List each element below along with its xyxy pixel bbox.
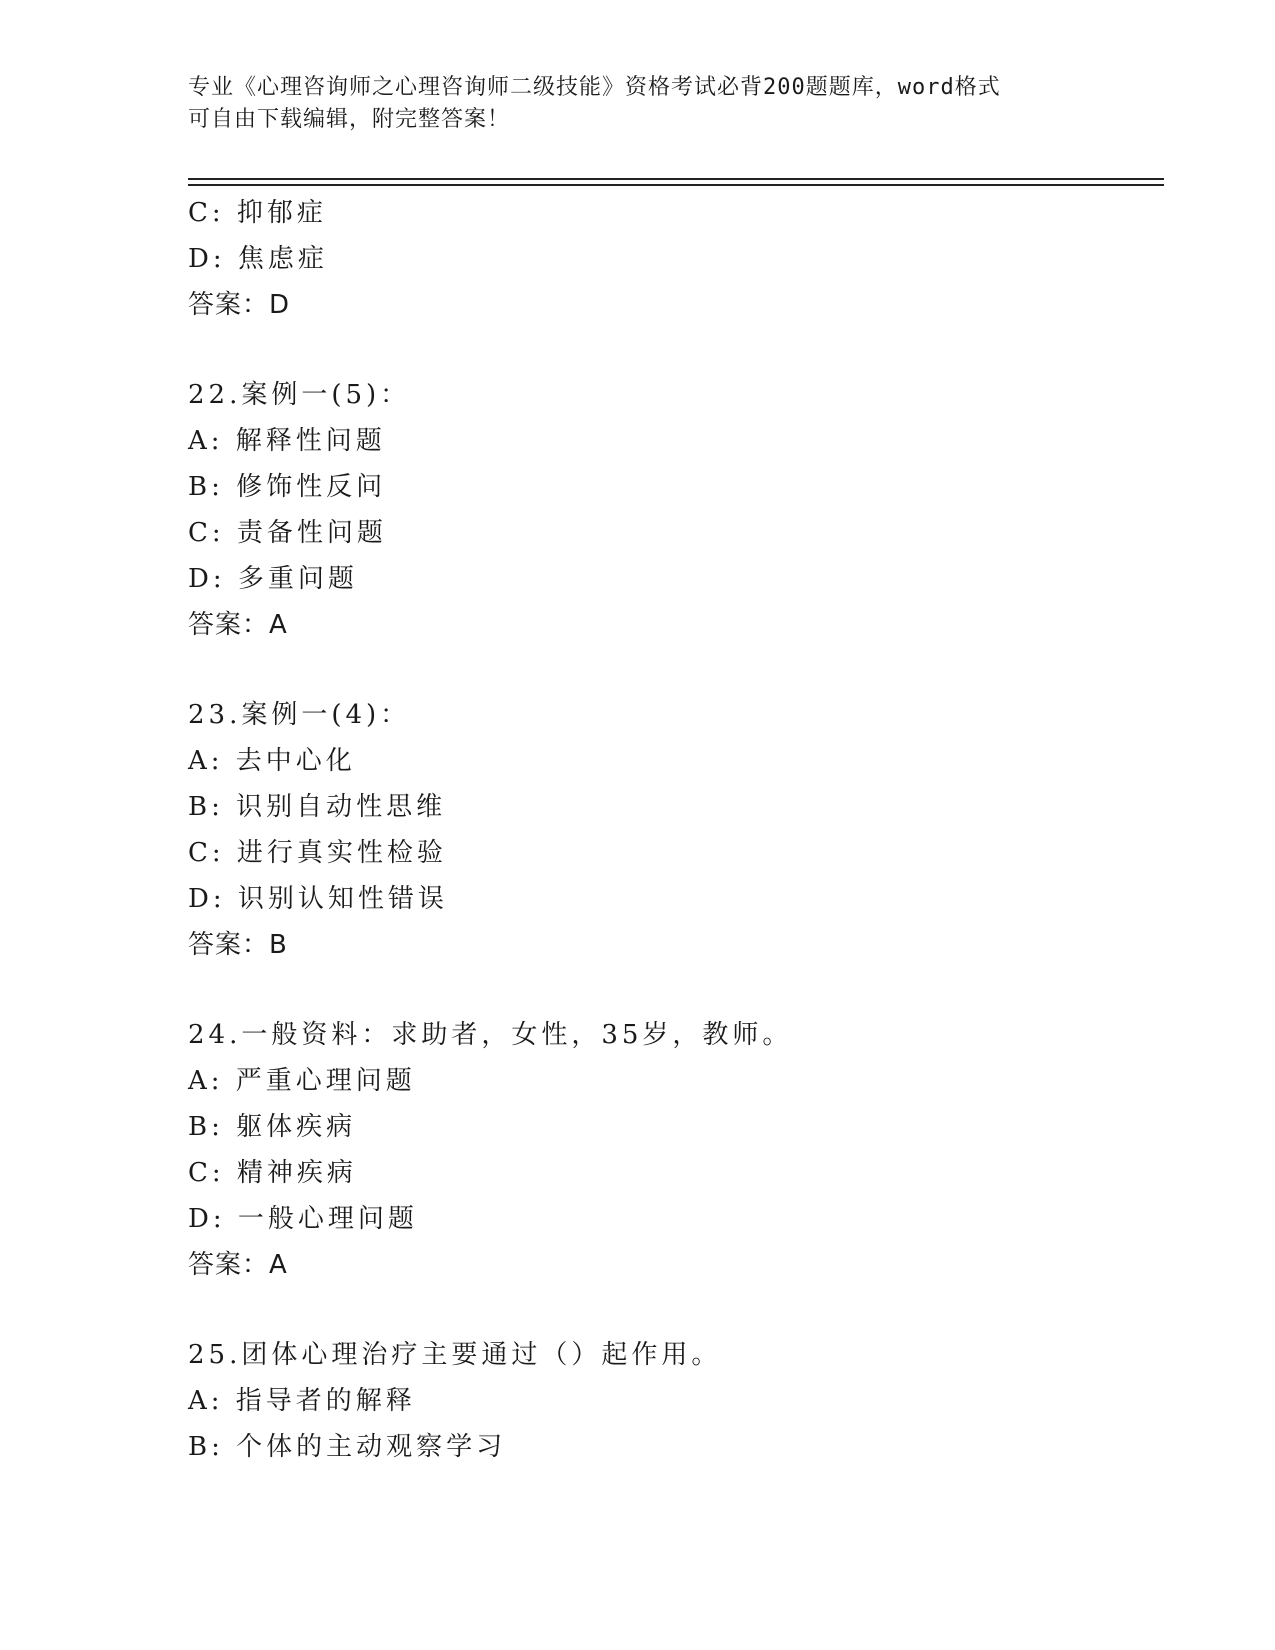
question-stem: 25.团体心理治疗主要通过（）起作用。 — [188, 1340, 722, 1370]
answer-line: 答案：A — [188, 610, 288, 640]
document-header — [188, 72, 1088, 136]
option-a: A: 指导者的解释 — [188, 1386, 416, 1416]
header-divider-top — [188, 178, 1164, 180]
option-d: D: 一般心理问题 — [188, 1204, 418, 1234]
option-c: C: 精神疾病 — [188, 1158, 357, 1188]
answer-line: 答案：A — [188, 1250, 288, 1280]
header-line-1: 专业《心理咨询师之心理咨询师二级技能》资格考试必背200题题库，word格式 — [188, 75, 1001, 100]
option-d: D: 焦虑症 — [188, 244, 328, 274]
question-continued — [188, 190, 1148, 328]
question-23 — [188, 692, 1148, 968]
question-stem: 22.案例一(5)： — [188, 380, 411, 410]
question-stem: 24.一般资料：求助者，女性，35岁，教师。 — [188, 1020, 793, 1050]
option-c: C: 抑郁症 — [188, 198, 327, 228]
answer-line: 答案：B — [188, 930, 288, 960]
option-d: D: 识别认知性错误 — [188, 884, 448, 914]
question-25 — [188, 1332, 1148, 1470]
option-c: C: 责备性问题 — [188, 518, 387, 548]
option-d: D: 多重问题 — [188, 564, 358, 594]
option-a: A: 严重心理问题 — [188, 1066, 416, 1096]
header-line-2: 可自由下载编辑，附完整答案！ — [188, 107, 511, 132]
question-22 — [188, 372, 1148, 648]
option-b: B: 个体的主动观察学习 — [188, 1432, 507, 1462]
question-list — [188, 190, 1148, 1470]
option-c: C: 进行真实性检验 — [188, 838, 447, 868]
header-divider-bottom — [188, 184, 1164, 186]
option-b: B: 识别自动性思维 — [188, 792, 447, 822]
option-a: A: 解释性问题 — [188, 426, 386, 456]
option-b: B: 躯体疾病 — [188, 1112, 357, 1142]
option-a: A: 去中心化 — [188, 746, 356, 776]
question-24 — [188, 1012, 1148, 1288]
question-stem: 23.案例一(4)： — [188, 700, 411, 730]
option-b: B: 修饰性反问 — [188, 472, 387, 502]
answer-line: 答案：D — [188, 290, 291, 320]
